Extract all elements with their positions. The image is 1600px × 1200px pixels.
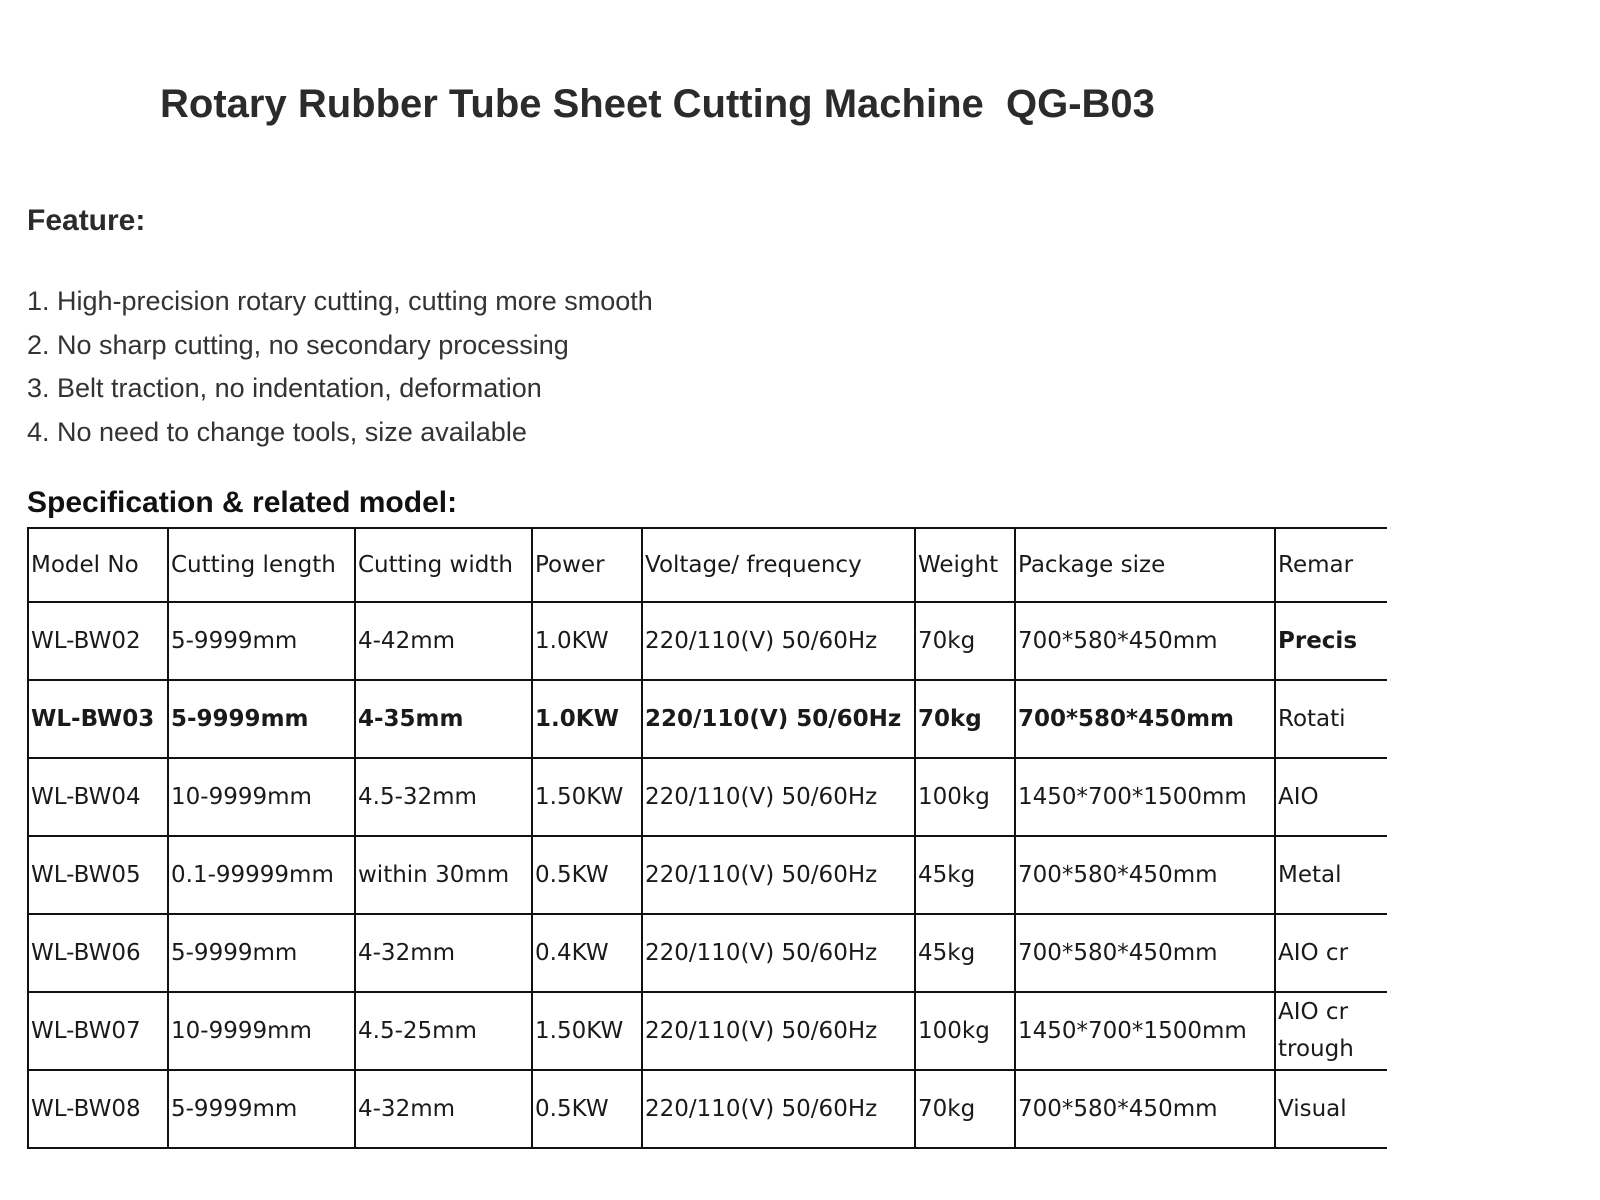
table-cell: 10-9999mm — [168, 992, 355, 1070]
column-header: Power — [532, 528, 642, 602]
table-cell: 4-42mm — [355, 602, 532, 680]
table-cell: 1.50KW — [532, 992, 642, 1070]
table-header-row — [28, 528, 1387, 602]
table-cell: AIO — [1275, 758, 1387, 836]
table-cell: 220/110(V) 50/60Hz — [642, 1070, 915, 1148]
table-cell: WL-BW06 — [28, 914, 168, 992]
spec-heading: Specification & related model: — [27, 486, 458, 519]
table-cell: 220/110(V) 50/60Hz — [642, 602, 915, 680]
table-cell: 700*580*450mm — [1015, 680, 1275, 758]
feature-item: 3. Belt traction, no indentation, deformation — [27, 373, 542, 403]
table-cell: 220/110(V) 50/60Hz — [642, 680, 915, 758]
table-cell: Rotati — [1275, 680, 1387, 758]
column-header: Cutting length — [168, 528, 355, 602]
feature-item: 4. No need to change tools, size available — [27, 416, 527, 447]
table-cell: 70kg — [915, 680, 1015, 758]
column-header: Cutting width — [355, 528, 532, 602]
table-cell: Metal — [1275, 836, 1387, 914]
table-cell: 0.1-99999mm — [168, 836, 355, 914]
table-cell: 1.0KW — [532, 602, 642, 680]
table-cell: WL-BW04 — [28, 758, 168, 836]
column-header: Model No — [28, 528, 168, 602]
table-cell: Precis — [1275, 602, 1387, 680]
table-cell: 220/110(V) 50/60Hz — [642, 758, 915, 836]
table-cell: 220/110(V) 50/60Hz — [642, 836, 915, 914]
table-cell: 700*580*450mm — [1015, 602, 1275, 680]
table-row — [28, 1070, 1387, 1148]
table-cell: AIO cr — [1275, 914, 1387, 992]
feature-item: 1. High-precision rotary cutting, cutting more smooth — [27, 286, 653, 316]
feature-list — [27, 280, 653, 454]
table-cell: Visual — [1275, 1070, 1387, 1148]
table-cell: 5-9999mm — [168, 914, 355, 992]
table-cell: 4-35mm — [355, 680, 532, 758]
table-row — [28, 836, 1387, 914]
table-cell: WL-BW03 — [28, 680, 168, 758]
table-row — [28, 914, 1387, 992]
table-cell: 0.5KW — [532, 1070, 642, 1148]
table-row — [28, 680, 1387, 758]
table-cell: 45kg — [915, 836, 1015, 914]
table-cell: 100kg — [915, 758, 1015, 836]
table-cell: 700*580*450mm — [1015, 836, 1275, 914]
table-cell: 0.4KW — [532, 914, 642, 992]
table-cell: 4-32mm — [355, 914, 532, 992]
column-header: Package size — [1015, 528, 1275, 602]
page-title: Rotary Rubber Tube Sheet Cutting Machine QG-B03 — [160, 82, 1155, 126]
table-cell: 5-9999mm — [168, 602, 355, 680]
table-cell: 1.0KW — [532, 680, 642, 758]
table-cell: 1450*700*1500mm — [1015, 758, 1275, 836]
table-cell: WL-BW02 — [28, 602, 168, 680]
table-cell: 100kg — [915, 992, 1015, 1070]
table-row — [28, 602, 1387, 680]
feature-item: 2. No sharp cutting, no secondary processing — [27, 329, 569, 360]
table-cell: 700*580*450mm — [1015, 914, 1275, 992]
table-cell: 0.5KW — [532, 836, 642, 914]
table-cell: WL-BW08 — [28, 1070, 168, 1148]
table-cell: 70kg — [915, 602, 1015, 680]
column-header: Remar — [1275, 528, 1387, 602]
table-cell: 5-9999mm — [168, 680, 355, 758]
column-header: Weight — [915, 528, 1015, 602]
table-cell: AIO cr trough — [1275, 992, 1387, 1070]
table-cell: 4.5-32mm — [355, 758, 532, 836]
table-cell: 4-32mm — [355, 1070, 532, 1148]
table-cell: WL-BW07 — [28, 992, 168, 1070]
table-cell: 1450*700*1500mm — [1015, 992, 1275, 1070]
table-cell: 220/110(V) 50/60Hz — [642, 914, 915, 992]
spec-table-container — [27, 527, 1387, 1149]
table-cell: 45kg — [915, 914, 1015, 992]
table-cell: within 30mm — [355, 836, 532, 914]
table-cell: 5-9999mm — [168, 1070, 355, 1148]
table-cell: 4.5-25mm — [355, 992, 532, 1070]
table-row — [28, 992, 1387, 1070]
table-cell: WL-BW05 — [28, 836, 168, 914]
table-cell: 220/110(V) 50/60Hz — [642, 992, 915, 1070]
table-row — [28, 758, 1387, 836]
feature-heading: Feature: — [27, 204, 146, 237]
column-header: Voltage/ frequency — [642, 528, 915, 602]
table-cell: 70kg — [915, 1070, 1015, 1148]
table-cell: 10-9999mm — [168, 758, 355, 836]
table-cell: 700*580*450mm — [1015, 1070, 1275, 1148]
spec-table — [27, 527, 1387, 1149]
table-cell: 1.50KW — [532, 758, 642, 836]
